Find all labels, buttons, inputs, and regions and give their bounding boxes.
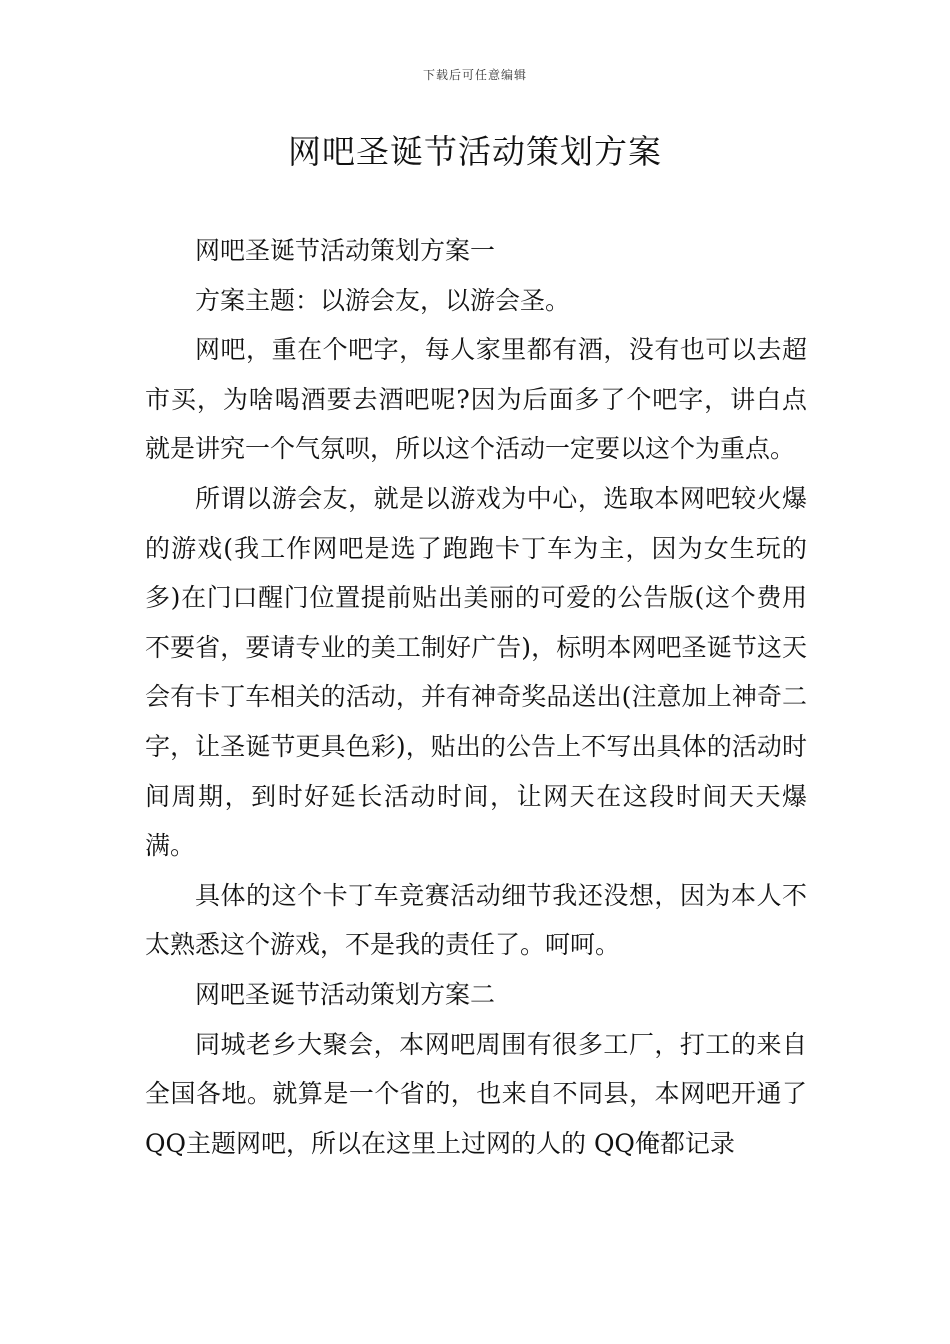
paragraph-bar-meaning: 网吧，重在个吧字，每人家里都有酒，没有也可以去超市买，为啥喝酒要去酒吧呢?因为后面多了个吧字，讲白点就是讲究一个气氛呗，所以这个活动一定要以这个为重点。 xyxy=(145,335,807,464)
paragraph-details: 具体的这个卡丁车竞赛活动细节我还没想，因为本人不太熟悉这个游戏，不是我的责任了。呵呵。 xyxy=(145,880,807,960)
paragraph-hometown-gathering: 同城老乡大聚会，本网吧周围有很多工厂，打工的来自全国各地。就算是一个省的，也来自不同县，本网吧开通了QQ主题网吧，所以在这里上过网的人的 QQ俺都记录 xyxy=(145,1029,807,1158)
paragraph-plan-one-heading: 网吧圣诞节活动策划方案一 xyxy=(195,236,496,265)
paragraph-plan-two-heading: 网吧圣诞节活动策划方案二 xyxy=(195,979,496,1009)
document-body xyxy=(145,226,807,1168)
paragraph-game-activity: 所谓以游会友，就是以游戏为中心，选取本网吧较火爆的游戏(我工作网吧是选了跑跑卡丁车为主，因为女生玩的多)在门口醒门位置提前贴出美丽的可爱的公告版(这个费用不要省，要请专业的美工制好广告)，标明本网吧圣诞节这天会有卡丁车相关的活动，并有神奇奖品送出(注意加上神奇二字，让圣诞节更具色彩)，贴出的公告上不写出具体的活动时间周期，到时好延长活动时间，让网天在这段时间天天爆满。 xyxy=(145,483,807,861)
header-note: 下载后可任意编辑 xyxy=(422,68,527,82)
paragraph-theme: 方案主题：以游会友，以游会圣。 xyxy=(195,285,571,315)
document-title: 网吧圣诞节活动策划方案 xyxy=(288,132,662,171)
